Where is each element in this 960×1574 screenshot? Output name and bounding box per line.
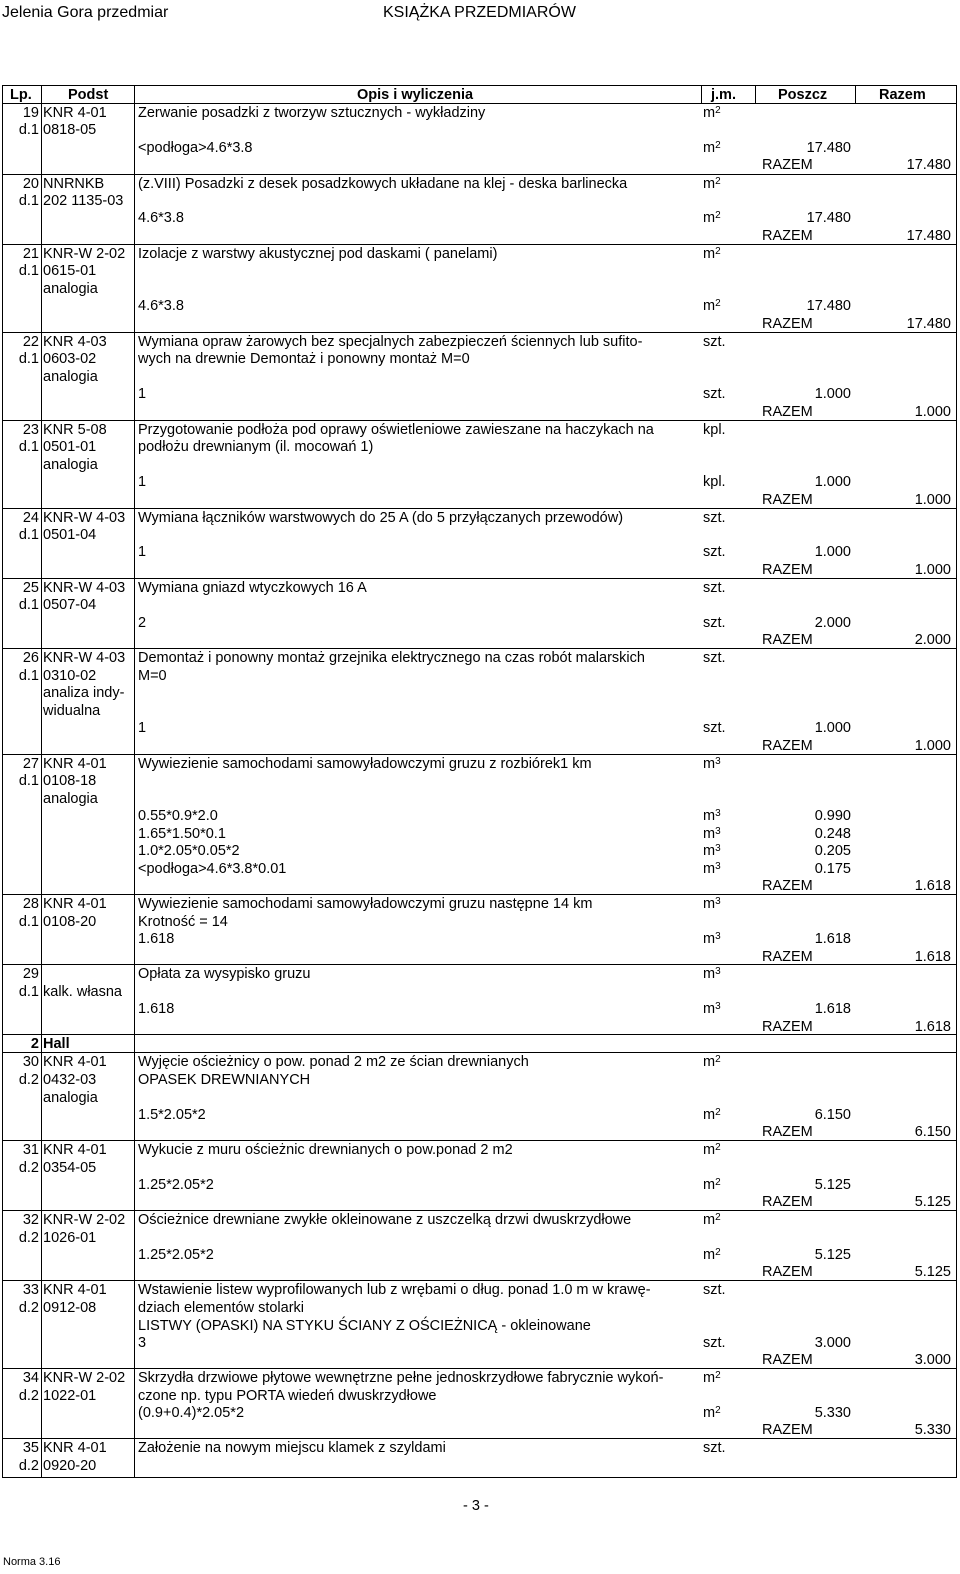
calc-unit: $m^3$ — [703, 861, 721, 877]
row-podstawa: 0920-20 — [43, 1458, 97, 1474]
row-unit: szt. — [703, 510, 726, 526]
calc-unit: $m^3$ — [703, 1001, 721, 1017]
razem-value: 17.480 — [906, 157, 951, 173]
row-dzial: d.2 — [18, 1458, 39, 1474]
row-separator — [2, 1210, 957, 1211]
calc-value: 0.248 — [814, 826, 851, 842]
row-unit: $m^3$ — [703, 966, 721, 982]
row-separator — [2, 754, 957, 755]
calc-expression: 1.25*2.05*2 — [138, 1247, 214, 1263]
row-description: wych na drewnie Demontaż i ponowny montaż M=0 — [138, 351, 470, 367]
row-podstawa: 202 1135-03 — [43, 193, 124, 209]
row-podstawa: KNR-W 2-02 — [43, 1370, 126, 1386]
razem-value: 1.000 — [914, 738, 951, 754]
calc-value: 17.480 — [806, 210, 851, 226]
razem-label: RAZEM — [762, 878, 813, 894]
row-podstawa: analogia — [43, 281, 98, 297]
row-podstawa: 0108-18 — [43, 773, 97, 789]
row-description: Wywiezienie samochodami samowyładowczymi gruzu z rozbiórek1 km — [138, 756, 592, 772]
row-podstawa: KNR-W 4-03 — [43, 510, 126, 526]
row-lp: 22 — [22, 334, 39, 350]
calc-value: 17.480 — [806, 140, 851, 156]
calc-value: 3.000 — [814, 1335, 851, 1351]
row-podstawa: 0354-05 — [43, 1160, 97, 1176]
razem-label: RAZEM — [762, 1264, 813, 1280]
calc-unit: $m^3$ — [703, 931, 721, 947]
row-podstawa: 0432-03 — [43, 1072, 97, 1088]
col-header-poszcz: Poszcz — [778, 87, 828, 103]
row-dzial: d.1 — [18, 668, 39, 684]
row-dzial: d.1 — [18, 773, 39, 789]
row-dzial: d.1 — [18, 527, 39, 543]
row-separator — [2, 244, 957, 245]
col-divider-opis — [701, 85, 702, 103]
section-title: Hall — [43, 1036, 70, 1052]
row-description: OPASEK DREWNIANYCH — [138, 1072, 311, 1088]
row-podstawa: KNR 4-01 — [43, 1440, 107, 1456]
razem-value: 5.330 — [914, 1422, 951, 1438]
razem-value: 1.618 — [914, 949, 951, 965]
calc-value: 1.618 — [814, 1001, 851, 1017]
razem-value: 5.125 — [914, 1194, 951, 1210]
row-podstawa: kalk. własna — [43, 984, 122, 1000]
razem-value: 1.618 — [914, 1019, 951, 1035]
row-dzial: d.1 — [18, 351, 39, 367]
row-description: Wyjęcie ościeżnicy o pow. ponad 2 m2 ze ścian drewnianych — [138, 1054, 529, 1070]
row-podstawa: 0507-04 — [43, 597, 97, 613]
row-dzial: d.2 — [18, 1230, 39, 1246]
row-description: LISTWY (OPASKI) NA STYKU ŚCIANY Z OŚCIEŻNICĄ - okleinowane — [138, 1318, 591, 1334]
calc-unit: szt. — [703, 1335, 726, 1351]
calc-expression: 2 — [138, 615, 147, 631]
row-dzial: d.1 — [18, 122, 39, 138]
document-header-title: KSIĄŻKA PRZEDMIARÓW — [383, 4, 576, 21]
razem-label: RAZEM — [762, 492, 813, 508]
row-description: Izolacje z warstwy akustycznej pod daskami ( panelami) — [138, 246, 498, 262]
row-separator — [2, 332, 957, 333]
calc-value: 0.990 — [814, 808, 851, 824]
row-unit: $m^2$ — [703, 1142, 721, 1158]
row-separator — [2, 964, 957, 965]
row-dzial: d.1 — [18, 263, 39, 279]
calc-expression: 0.55*0.9*2.0 — [138, 808, 218, 824]
row-description: Demontaż i ponowny montaż grzejnika elektrycznego na czas robót malarskich — [138, 650, 645, 666]
row-description: Skrzydła drzwiowe płytowe wewnętrzne pełne jednoskrzydłowe fabrycznie wykoń- — [138, 1370, 664, 1386]
row-unit: $m^3$ — [703, 896, 721, 912]
page-number: - 3 - — [463, 1498, 489, 1514]
calc-value: 0.205 — [814, 843, 851, 859]
razem-value: 6.150 — [914, 1124, 951, 1140]
section-number: 2 — [30, 1036, 39, 1052]
document-header-left: Jelenia Gora przedmiar — [2, 4, 169, 21]
row-unit: szt. — [703, 1440, 726, 1456]
row-separator — [2, 1368, 957, 1369]
row-podstawa: KNR-W 2-02 — [43, 1212, 126, 1228]
calc-unit: $m^2$ — [703, 1247, 721, 1263]
razem-value: 1.618 — [914, 878, 951, 894]
razem-label: RAZEM — [762, 1352, 813, 1368]
row-separator — [2, 894, 957, 895]
row-description: Wywiezienie samochodami samowyładowczymi gruzu następne 14 km — [138, 896, 593, 912]
row-unit: $m^2$ — [703, 1212, 721, 1228]
row-unit: $m^2$ — [703, 176, 721, 192]
row-lp: 21 — [22, 246, 39, 262]
calc-expression: 1.618 — [138, 1001, 175, 1017]
calc-expression: 1 — [138, 386, 147, 402]
row-podstawa: KNR 4-01 — [43, 1142, 107, 1158]
row-description: Wymiana opraw żarowych bez specjalnych zabezpieczeń ściennych lub sufito- — [138, 334, 643, 350]
row-lp: 33 — [22, 1282, 39, 1298]
row-lp: 32 — [22, 1212, 39, 1228]
row-lp: 27 — [22, 756, 39, 772]
row-description: Zerwanie posadzki z tworzyw sztucznych - wykładziny — [138, 105, 486, 121]
row-lp: 24 — [22, 510, 39, 526]
row-separator — [2, 174, 957, 175]
row-lp: 23 — [22, 422, 39, 438]
row-unit: $m^2$ — [703, 246, 721, 262]
row-unit: $m^2$ — [703, 1370, 721, 1386]
row-podstawa: 0603-02 — [43, 351, 97, 367]
row-podstawa: 0108-20 — [43, 914, 97, 930]
calc-expression: 4.6*3.8 — [138, 298, 184, 314]
row-description: Ościeżnice drewniane zwykłe okleinowane z uszczelką drzwi dwuskrzydłowe — [138, 1212, 632, 1228]
calc-value: 5.125 — [814, 1177, 851, 1193]
calc-expression: 1 — [138, 474, 147, 490]
row-dzial: d.2 — [18, 1072, 39, 1088]
razem-value: 1.000 — [914, 562, 951, 578]
razem-value: 17.480 — [906, 228, 951, 244]
col-divider-podst — [134, 85, 135, 1478]
calc-unit: $m^2$ — [703, 298, 721, 314]
row-podstawa: KNR-W 4-03 — [43, 650, 126, 666]
razem-value: 3.000 — [914, 1352, 951, 1368]
col-header-razem: Razem — [879, 87, 926, 103]
calc-value: 0.175 — [814, 861, 851, 877]
row-separator — [2, 1140, 957, 1141]
row-podstawa: analogia — [43, 369, 98, 385]
row-description: Założenie na nowym miejscu klamek z szyldami — [138, 1440, 446, 1456]
row-separator — [2, 420, 957, 421]
row-podstawa: analogia — [43, 791, 98, 807]
calc-unit: kpl. — [703, 474, 726, 490]
razem-value: 2.000 — [914, 632, 951, 648]
razem-label: RAZEM — [762, 949, 813, 965]
row-unit: szt. — [703, 650, 726, 666]
row-lp: 34 — [22, 1370, 39, 1386]
razem-label: RAZEM — [762, 738, 813, 754]
row-dzial: d.1 — [18, 193, 39, 209]
row-description: Wykucie z muru ościeżnic drewnianych o pow.ponad 2 m2 — [138, 1142, 513, 1158]
calc-expression: 1.65*1.50*0.1 — [138, 826, 226, 842]
row-podstawa: KNR 4-01 — [43, 896, 107, 912]
row-description: czone np. typu PORTA wiedeń dwuskrzydłowe — [138, 1388, 437, 1404]
calc-unit: $m^2$ — [703, 1177, 721, 1193]
razem-label: RAZEM — [762, 316, 813, 332]
calc-value: 1.000 — [814, 474, 851, 490]
row-podstawa: KNR 4-03 — [43, 334, 107, 350]
col-header-lp: Lp. — [10, 87, 32, 103]
calc-expression: <podłoga>4.6*3.8 — [138, 140, 253, 156]
row-podstawa: 0501-01 — [43, 439, 97, 455]
calc-unit: $m^2$ — [703, 1107, 721, 1123]
row-dzial: d.1 — [18, 914, 39, 930]
calc-expression: 1 — [138, 544, 147, 560]
row-separator — [2, 1280, 957, 1281]
row-podstawa: KNR 4-01 — [43, 105, 107, 121]
row-lp: 35 — [22, 1440, 39, 1456]
row-separator — [2, 1052, 957, 1053]
row-unit: kpl. — [703, 422, 726, 438]
row-unit: szt. — [703, 1282, 726, 1298]
razem-label: RAZEM — [762, 228, 813, 244]
calc-expression: <podłoga>4.6*3.8*0.01 — [138, 861, 287, 877]
row-description: M=0 — [138, 668, 167, 684]
row-podstawa: 0818-05 — [43, 122, 97, 138]
row-separator — [2, 578, 957, 579]
row-lp: 25 — [22, 580, 39, 596]
razem-value: 1.000 — [914, 492, 951, 508]
razem-value: 1.000 — [914, 404, 951, 420]
row-description: Opłata za wysypisko gruzu — [138, 966, 311, 982]
razem-value: 17.480 — [906, 316, 951, 332]
row-dzial: d.2 — [18, 1388, 39, 1404]
row-lp: 26 — [22, 650, 39, 666]
row-podstawa: analogia — [43, 1090, 98, 1106]
calc-unit: szt. — [703, 720, 726, 736]
col-divider-poszcz — [855, 85, 856, 103]
row-podstawa: KNR 5-08 — [43, 422, 107, 438]
calc-unit: $m^2$ — [703, 1405, 721, 1421]
calc-expression: 1.5*2.05*2 — [138, 1107, 206, 1123]
razem-label: RAZEM — [762, 1019, 813, 1035]
row-dzial: d.2 — [18, 1300, 39, 1316]
row-podstawa: NNRNKB — [43, 176, 105, 192]
row-unit: $m^3$ — [703, 756, 721, 772]
row-podstawa: KNR 4-01 — [43, 756, 107, 772]
razem-label: RAZEM — [762, 157, 813, 173]
calc-value: 1.000 — [814, 544, 851, 560]
calc-unit: $m^3$ — [703, 826, 721, 842]
row-lp: 30 — [22, 1054, 39, 1070]
calc-expression: 1 — [138, 720, 147, 736]
razem-value: 5.125 — [914, 1264, 951, 1280]
row-description: Wymiana gniazd wtyczkowych 16 A — [138, 580, 367, 596]
calc-expression: 1.618 — [138, 931, 175, 947]
row-description: dziach elementów stolarki — [138, 1300, 305, 1316]
row-description: podłożu drewnianym (il. mocowań 1) — [138, 439, 374, 455]
row-podstawa: 1022-01 — [43, 1388, 97, 1404]
calc-value: 1.000 — [814, 386, 851, 402]
table-bottom-border — [2, 1477, 957, 1478]
row-podstawa: KNR-W 2-02 — [43, 246, 126, 262]
calc-expression: 1.25*2.05*2 — [138, 1177, 214, 1193]
row-podstawa: analiza indy- — [43, 685, 125, 701]
row-lp: 29 — [22, 966, 39, 982]
row-description: Przygotowanie podłoża pod oprawy oświetleniowe zawieszane na haczykach na — [138, 422, 654, 438]
row-dzial: d.2 — [18, 1160, 39, 1176]
calc-value: 5.125 — [814, 1247, 851, 1263]
calc-value: 1.618 — [814, 931, 851, 947]
row-description: (z.VIII) Posadzki z desek posadzkowych układane na klej - deska barlinecka — [138, 176, 628, 192]
row-podstawa: 1026-01 — [43, 1230, 97, 1246]
calc-value: 2.000 — [814, 615, 851, 631]
calc-value: 17.480 — [806, 298, 851, 314]
calc-value: 5.330 — [814, 1405, 851, 1421]
row-description: Wstawienie listew wyprofilowanych lub z wrębami o dług. ponad 1.0 m w krawę- — [138, 1282, 651, 1298]
row-podstawa: KNR 4-01 — [43, 1054, 107, 1070]
row-unit: szt. — [703, 334, 726, 350]
razem-label: RAZEM — [762, 1422, 813, 1438]
row-separator — [2, 1438, 957, 1439]
row-unit: $m^2$ — [703, 105, 721, 121]
col-divider-lp — [41, 85, 42, 1478]
calc-value: 1.000 — [814, 720, 851, 736]
calc-expression: (0.9+0.4)*2.05*2 — [138, 1405, 245, 1421]
row-podstawa: 0310-02 — [43, 668, 97, 684]
calc-unit: $m^3$ — [703, 808, 721, 824]
col-header-podst: Podst — [68, 87, 109, 103]
row-description: Wymiana łączników warstwowych do 25 A (do 5 przyłączanych przewodów) — [138, 510, 624, 526]
calc-unit: $m^3$ — [703, 843, 721, 859]
calc-value: 6.150 — [814, 1107, 851, 1123]
razem-label: RAZEM — [762, 562, 813, 578]
row-dzial: d.1 — [18, 439, 39, 455]
razem-label: RAZEM — [762, 632, 813, 648]
row-podstawa: 0912-08 — [43, 1300, 97, 1316]
calc-expression: 1.0*2.05*0.05*2 — [138, 843, 240, 859]
col-divider-jm — [755, 85, 756, 103]
calc-expression: 3 — [138, 1335, 147, 1351]
row-podstawa: widualna — [43, 703, 101, 719]
row-lp: 19 — [22, 105, 39, 121]
razem-label: RAZEM — [762, 1194, 813, 1210]
col-header-opis: Opis i wyliczenia — [357, 87, 474, 103]
row-dzial: d.1 — [18, 984, 39, 1000]
razem-label: RAZEM — [762, 1124, 813, 1140]
col-header-jm: j.m. — [711, 87, 736, 103]
calc-unit: szt. — [703, 544, 726, 560]
row-podstawa: 0615-01 — [43, 263, 97, 279]
row-unit: szt. — [703, 580, 726, 596]
row-unit: $m^2$ — [703, 1054, 721, 1070]
row-separator — [2, 508, 957, 509]
row-podstawa: KNR-W 4-03 — [43, 580, 126, 596]
row-separator — [2, 1034, 957, 1035]
row-dzial: d.1 — [18, 597, 39, 613]
razem-label: RAZEM — [762, 404, 813, 420]
row-description: Krotność = 14 — [138, 914, 228, 930]
calc-unit: szt. — [703, 615, 726, 631]
table-right-border — [956, 85, 957, 1478]
calc-unit: szt. — [703, 386, 726, 402]
row-separator — [2, 648, 957, 649]
calc-unit: $m^2$ — [703, 210, 721, 226]
row-podstawa: 0501-04 — [43, 527, 97, 543]
row-podstawa: KNR 4-01 — [43, 1282, 107, 1298]
row-lp: 28 — [22, 896, 39, 912]
row-lp: 31 — [22, 1142, 39, 1158]
row-lp: 20 — [22, 176, 39, 192]
calc-unit: $m^2$ — [703, 140, 721, 156]
software-version: Norma 3.16 — [3, 1556, 61, 1568]
row-podstawa: analogia — [43, 457, 98, 473]
table-top-border — [2, 85, 957, 86]
calc-expression: 4.6*3.8 — [138, 210, 184, 226]
